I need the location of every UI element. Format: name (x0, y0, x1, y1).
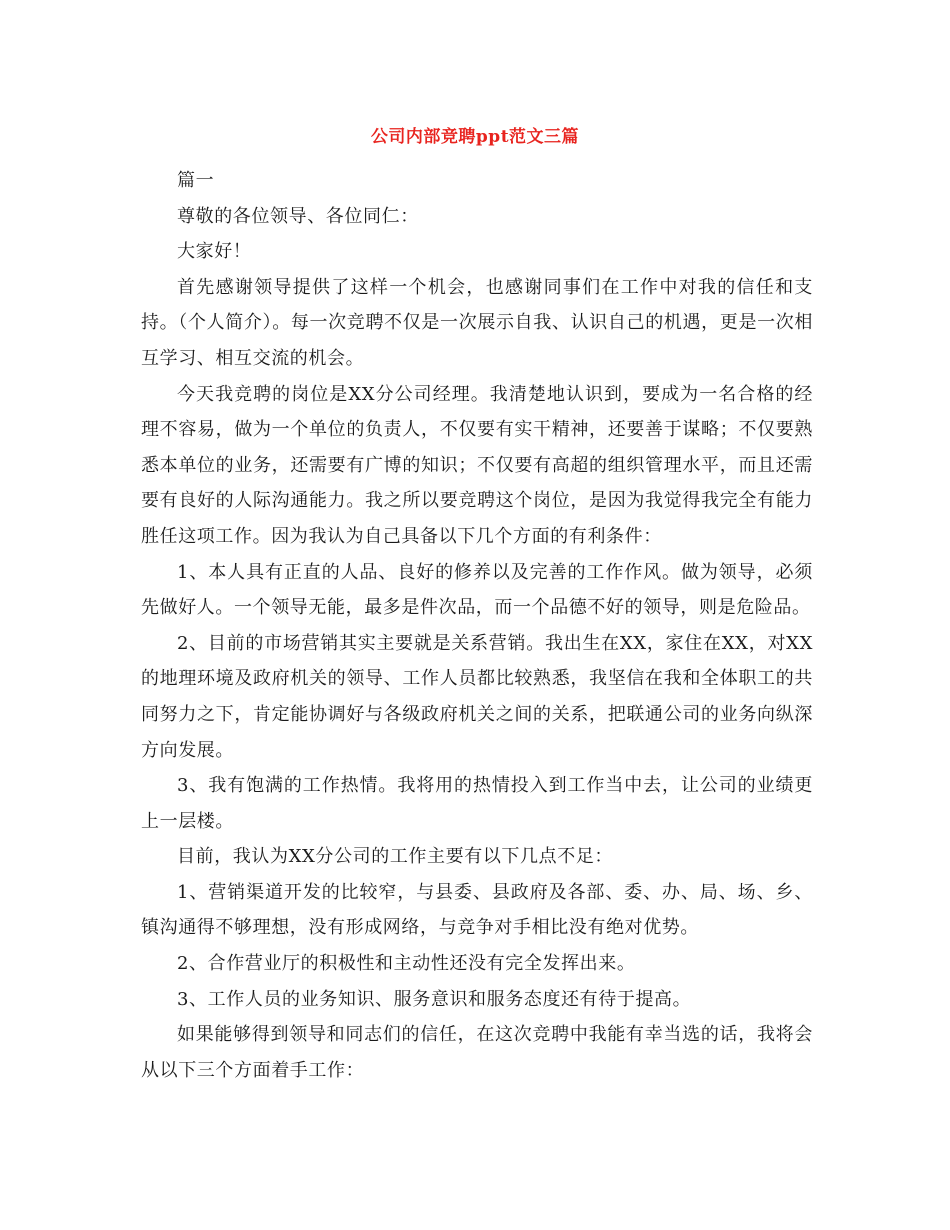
document-body (141, 163, 813, 1088)
section-heading: 篇一 (177, 170, 215, 191)
list-item: 3、工作人员的业务知识、服务意识和服务态度还有待于提高。 (177, 988, 692, 1010)
body-paragraph: 首先感谢领导提供了这样一个机会，也感谢同事们在工作中对我的信任和支持。（个人简介）。每一次竞聘不仅是一次展示自我、认识自己的机遇，更是一次相互学习、相互交流的机会。 (141, 276, 813, 369)
list-item: 1、营销渠道开发的比较窄，与县委、县政府及各部、委、办、局、场、乡、镇沟通得不够理想，没有形成网络，与竞争对手相比没有绝对优势。 (141, 881, 813, 939)
greeting: 大家好！ (177, 241, 252, 263)
list-item: 3、我有饱满的工作热情。我将用的热情投入到工作当中去，让公司的业绩更上一层楼。 (141, 775, 813, 832)
list-item: 2、目前的市场营销其实主要就是关系营销。我出生在XX，家住在XX，对XX的地理环境及政府机关的领导、工作人员都比较熟悉，我坚信在我和全体职工的共同努力之下，肯定能协调好与各级政府机关之间的关系，把联通公司的业务向纵深方向发展。 (141, 632, 813, 761)
list-item: 2、合作营业厅的积极性和主动性还没有完全发挥出来。 (177, 953, 636, 975)
body-paragraph: 目前，我认为XX分公司的工作主要有以下几点不足： (177, 846, 614, 868)
salutation: 尊敬的各位领导、各位同仁： (177, 205, 419, 227)
list-item: 1、本人具有正直的人品、良好的修养以及完善的工作作风。做为领导，必须先做好人。一个领导无能，最多是件次品，而一个品德不好的领导，则是危险品。 (141, 561, 813, 619)
body-paragraph: 如果能够得到领导和同志们的信任，在这次竞聘中我能有幸当选的话，我将会从以下三个方面着手工作： (141, 1024, 813, 1081)
body-paragraph: 今天我竞聘的岗位是XX分公司经理。我清楚地认识到，要成为一名合格的经理不容易，做为一个单位的负责人，不仅要有实干精神，还要善于谋略；不仅要熟悉本单位的业务，还需要有广博的知识；不仅要有高超的组织管理水平，而且还需要有良好的人际沟通能力。我之所以要竞聘这个岗位，是因为我觉得我完全有能力胜任这项工作。因为我认为自己具备以下几个方面的有利条件： (141, 383, 813, 547)
document-title: 公司内部竞聘ppt范文三篇 (370, 127, 580, 147)
